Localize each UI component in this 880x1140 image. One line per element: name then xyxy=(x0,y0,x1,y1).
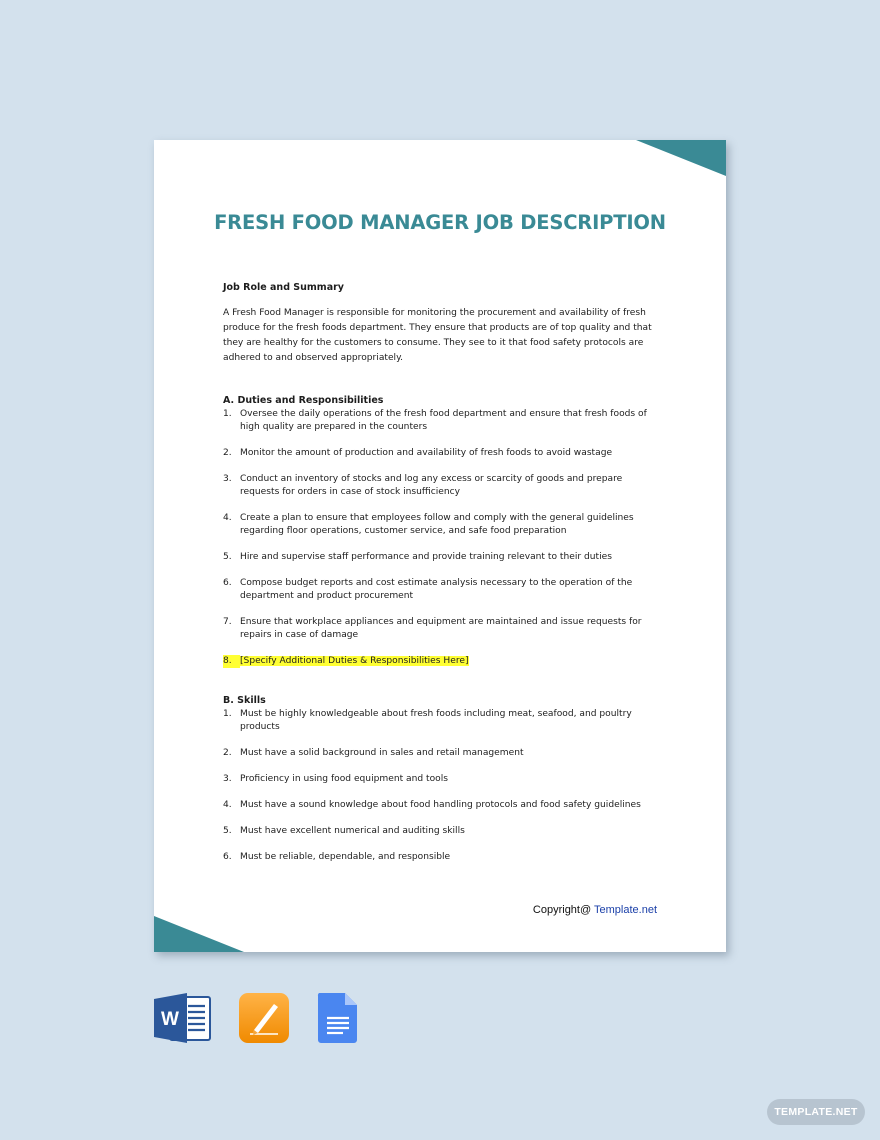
list-item xyxy=(223,447,663,460)
list-item xyxy=(223,551,663,564)
list-item xyxy=(223,851,663,864)
list-item xyxy=(223,577,663,603)
item-number: 8. xyxy=(223,655,240,668)
item-text: Monitor the amount of production and availability of fresh foods to avoid wastage xyxy=(240,448,613,458)
item-number: 1. xyxy=(223,409,232,419)
section-heading-duties: A. Duties and Responsibilities xyxy=(223,395,384,406)
copyright-line xyxy=(533,904,657,916)
highlighted-placeholder-text: [Specify Additional Duties & Responsibilities Here] xyxy=(240,656,469,666)
copyright-prefix: Copyright@ xyxy=(532,904,595,916)
item-number: 6. xyxy=(223,578,232,588)
item-number: 5. xyxy=(223,552,232,562)
item-number: 3. xyxy=(223,474,232,484)
list-item-placeholder xyxy=(223,655,663,668)
bottom-left-corner-decoration xyxy=(154,916,244,952)
item-number: 7. xyxy=(223,617,232,627)
item-number: 5. xyxy=(223,826,232,836)
list-item xyxy=(223,773,663,786)
section-heading-skills: B. Skills xyxy=(223,695,266,706)
item-number: 1. xyxy=(223,709,232,719)
document-page xyxy=(154,140,726,952)
summary-paragraph: A Fresh Food Manager is responsible for monitoring the procurement and availability of fresh produce for the fresh foods department. They ensure that products are of top quality and that they are healthy for the customers to consume. They see to it that food safety protocols are adhered to and observed appropriately. xyxy=(223,308,652,363)
item-text: Must have a solid background in sales and retail management xyxy=(240,748,524,758)
item-text: Must be reliable, dependable, and responsible xyxy=(240,852,451,862)
list-item xyxy=(223,473,663,499)
item-text: Oversee the daily operations of the fresh food department and ensure that fresh foods of high quality are prepared in the counters xyxy=(240,409,647,432)
document-body xyxy=(223,280,663,864)
template-net-badge[interactable]: TEMPLATE.NET xyxy=(767,1099,865,1125)
item-text: Ensure that workplace appliances and equipment are maintained and issue requests for repairs in case of damage xyxy=(240,617,642,640)
list-item xyxy=(223,825,663,838)
item-text: Conduct an inventory of stocks and log any excess or scarcity of goods and prepare requests for orders in case of stock insufficiency xyxy=(240,474,623,497)
list-item xyxy=(223,747,663,760)
list-item xyxy=(223,708,663,734)
section-heading-summary: Job Role and Summary xyxy=(223,282,344,293)
item-text: Must have excellent numerical and auditing skills xyxy=(240,826,465,836)
item-text: Must be highly knowledgeable about fresh foods including meat, seafood, and poultry products xyxy=(240,709,632,732)
list-item xyxy=(223,512,663,538)
list-item xyxy=(223,616,663,642)
copyright-link[interactable]: Template.net xyxy=(594,904,657,916)
item-text: Create a plan to ensure that employees follow and comply with the general guidelines regarding floor operations, customer service, and safe food preparation xyxy=(240,513,634,536)
item-text: Proficiency in using food equipment and tools xyxy=(240,774,448,784)
apple-pages-icon[interactable] xyxy=(238,992,290,1044)
item-number: 3. xyxy=(223,774,232,784)
item-text: Must have a sound knowledge about food handling protocols and food safety guidelines xyxy=(240,800,641,810)
item-number: 4. xyxy=(223,800,232,810)
item-number: 6. xyxy=(223,852,232,862)
skills-list xyxy=(223,708,663,864)
google-docs-icon[interactable] xyxy=(316,992,360,1044)
item-text: Compose budget reports and cost estimate analysis necessary to the operation of the department and product procurement xyxy=(240,578,633,601)
top-right-corner-decoration xyxy=(636,140,726,176)
item-number: 4. xyxy=(223,513,232,523)
item-number: 2. xyxy=(223,748,232,758)
document-title: FRESH FOOD MANAGER JOB DESCRIPTION xyxy=(214,211,666,234)
word-letter: W xyxy=(161,1009,179,1030)
duties-list xyxy=(223,408,663,668)
list-item xyxy=(223,408,663,434)
item-number: 2. xyxy=(223,448,232,458)
item-text: Hire and supervise staff performance and provide training relevant to their duties xyxy=(240,552,612,562)
microsoft-word-icon[interactable] xyxy=(154,992,212,1044)
list-item xyxy=(223,799,663,812)
